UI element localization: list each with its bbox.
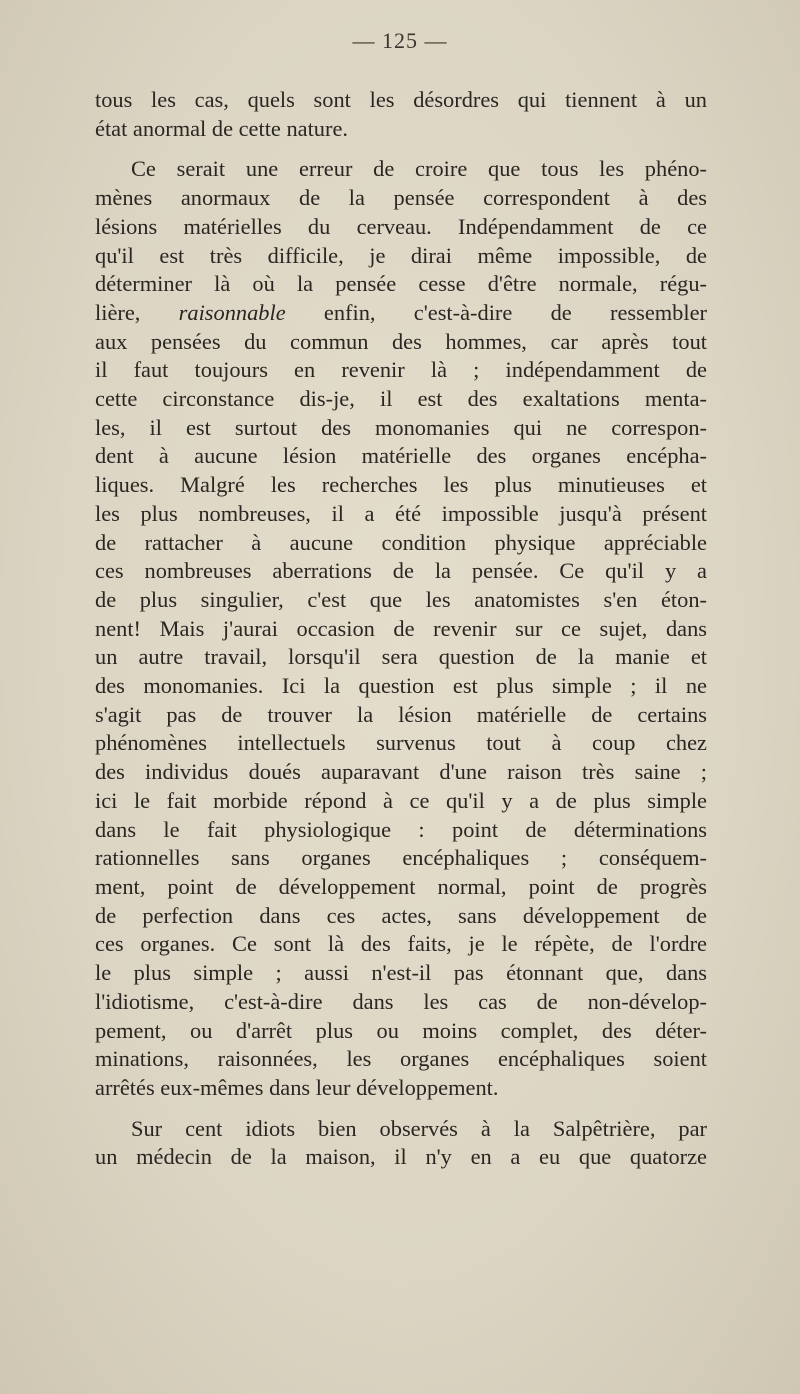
text-line: liques. Malgré les recherches les plus minutieuses et: [95, 472, 707, 498]
text-line: tous les cas, quels sont les désordres qui tiennent à un: [95, 87, 707, 112]
paragraph: [95, 86, 707, 143]
text-line: phénomènes intellectuels survenus tout à coup chez: [95, 730, 707, 756]
page-number: — 125 —: [352, 28, 448, 53]
text-line: le plus simple ; aussi n'est-il pas étonnant que, dans: [95, 960, 707, 986]
text-line: dent à aucune lésion matérielle des organes encépha-: [95, 443, 707, 469]
text-line: lésions matérielles du cerveau. Indépendamment de ce: [95, 213, 707, 239]
text-line: ici le fait morbide répond à ce qu'il y a de plus simple: [95, 787, 707, 813]
text-line: état anormal de cette nature.: [95, 115, 348, 141]
text-line: dans le fait physiologique : point de déterminations: [95, 816, 707, 842]
text-line: l'idiotisme, c'est-à-dire dans les cas de non-dévelop-: [95, 988, 707, 1014]
text-line: il faut toujours en revenir là ; indépendamment de: [95, 357, 707, 383]
emphasis: raisonnable: [178, 299, 286, 325]
text-line: un médecin de la maison, il n'y en a eu que quatorze: [95, 1144, 707, 1170]
text-line: nent! Mais j'aurai occasion de revenir sur ce sujet, dans: [95, 615, 707, 641]
text-line: déterminer là où la pensée cesse d'être normale, régu-: [95, 271, 707, 297]
text-line: mènes anormaux de la pensée correspondent à des: [95, 185, 707, 211]
text-line: de perfection dans ces actes, sans développement de: [95, 902, 707, 928]
text-line: s'agit pas de trouver la lésion matérielle de certains: [95, 701, 707, 727]
body-text: [95, 86, 707, 1172]
text-line: ces nombreuses aberrations de la pensée. Ce qu'il y a: [95, 558, 707, 584]
text-line: les, il est surtout des monomanies qui ne correspon-: [95, 414, 707, 440]
text-line: lière, raisonnable enfin, c'est-à-dire de ressembler: [95, 299, 707, 325]
paragraph: [95, 155, 707, 1102]
text-line: de plus singulier, c'est que les anatomistes s'en éton-: [95, 586, 707, 612]
text-line: qu'il est très difficile, je dirai même impossible, de: [95, 242, 707, 268]
text-line: des individus doués auparavant d'une raison très saine ;: [95, 759, 707, 785]
text-line: Ce serait une erreur de croire que tous les phéno-: [131, 156, 707, 182]
text-line: les plus nombreuses, il a été impossible jusqu'à présent: [95, 500, 707, 526]
text-line: arrêtés eux-mêmes dans leur développement.: [95, 1074, 499, 1100]
text-line: ment, point de développement normal, point de progrès: [95, 873, 707, 899]
text-line: aux pensées du commun des hommes, car après tout: [95, 328, 707, 354]
text-line: rationnelles sans organes encéphaliques ; conséquem-: [95, 845, 707, 871]
paragraph: [95, 1115, 707, 1172]
text-line: un autre travail, lorsqu'il sera question de la manie et: [95, 644, 707, 670]
text-line: Sur cent idiots bien observés à la Salpêtrière, par: [131, 1115, 707, 1141]
text-line: pement, ou d'arrêt plus ou moins complet, des déter-: [95, 1017, 707, 1043]
text-line: de rattacher à aucune condition physique appréciable: [95, 529, 707, 555]
text-line: ces organes. Ce sont là des faits, je le répète, de l'ordre: [95, 931, 707, 957]
text-line: des monomanies. Ici la question est plus simple ; il ne: [95, 673, 707, 699]
text-line: cette circonstance dis-je, il est des exaltations menta-: [95, 386, 707, 412]
text-line: minations, raisonnées, les organes encéphaliques soient: [95, 1046, 707, 1072]
